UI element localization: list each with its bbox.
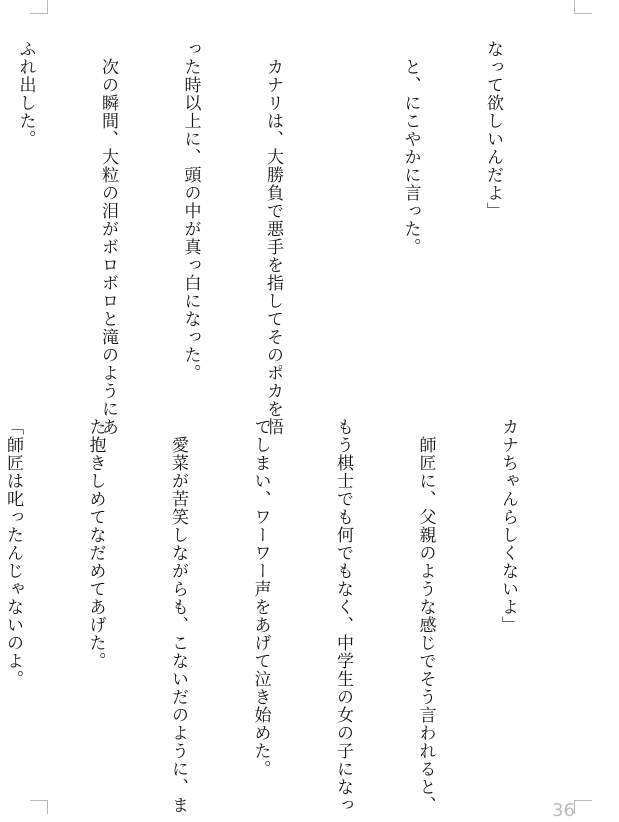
page-number: 36 — [552, 800, 575, 821]
text-line: なって欲しいんだよ」 — [483, 40, 503, 220]
text-line: った時以上に、頭の中が真っ白になった。 — [180, 40, 201, 382]
crop-mark-bottom-left-v — [47, 800, 48, 814]
text-line: もう棋士でも何でもなく、中学生の女の子になっ — [333, 418, 353, 814]
text-line: ふれ出した。 — [15, 40, 36, 148]
text-line: てしまい、ワーワー声をあげて泣き始めた。 — [250, 418, 271, 778]
text-line: カナリは、大勝負で悪手を指してそのポカを悟 — [263, 40, 283, 436]
crop-mark-bottom-right-h — [574, 800, 592, 801]
text-line: 「師匠は叱ったんじゃないのよ。 — [3, 418, 23, 688]
text-line: 愛菜が苦笑しながらも、こないだのように、ま — [168, 418, 188, 814]
text-line: 次の瞬間、大粒の泪がボロボロと滝のようにあ — [98, 40, 118, 436]
crop-mark-top-right-h — [574, 13, 592, 14]
crop-mark-bottom-left-h — [30, 800, 48, 801]
upper-text-block — [0, 40, 561, 436]
text-line: と、にこやかに言った。 — [400, 40, 421, 256]
crop-mark-top-left-v — [47, 0, 48, 13]
crop-mark-top-left-h — [30, 13, 48, 14]
text-line: た抱きしめてなだめてあげた。 — [85, 418, 106, 670]
crop-mark-top-right-v — [574, 0, 575, 13]
text-line: 師匠に、父親のような感じでそう言われると、 — [415, 418, 436, 814]
text-line: カナちゃんらしくないよ」 — [498, 418, 518, 634]
